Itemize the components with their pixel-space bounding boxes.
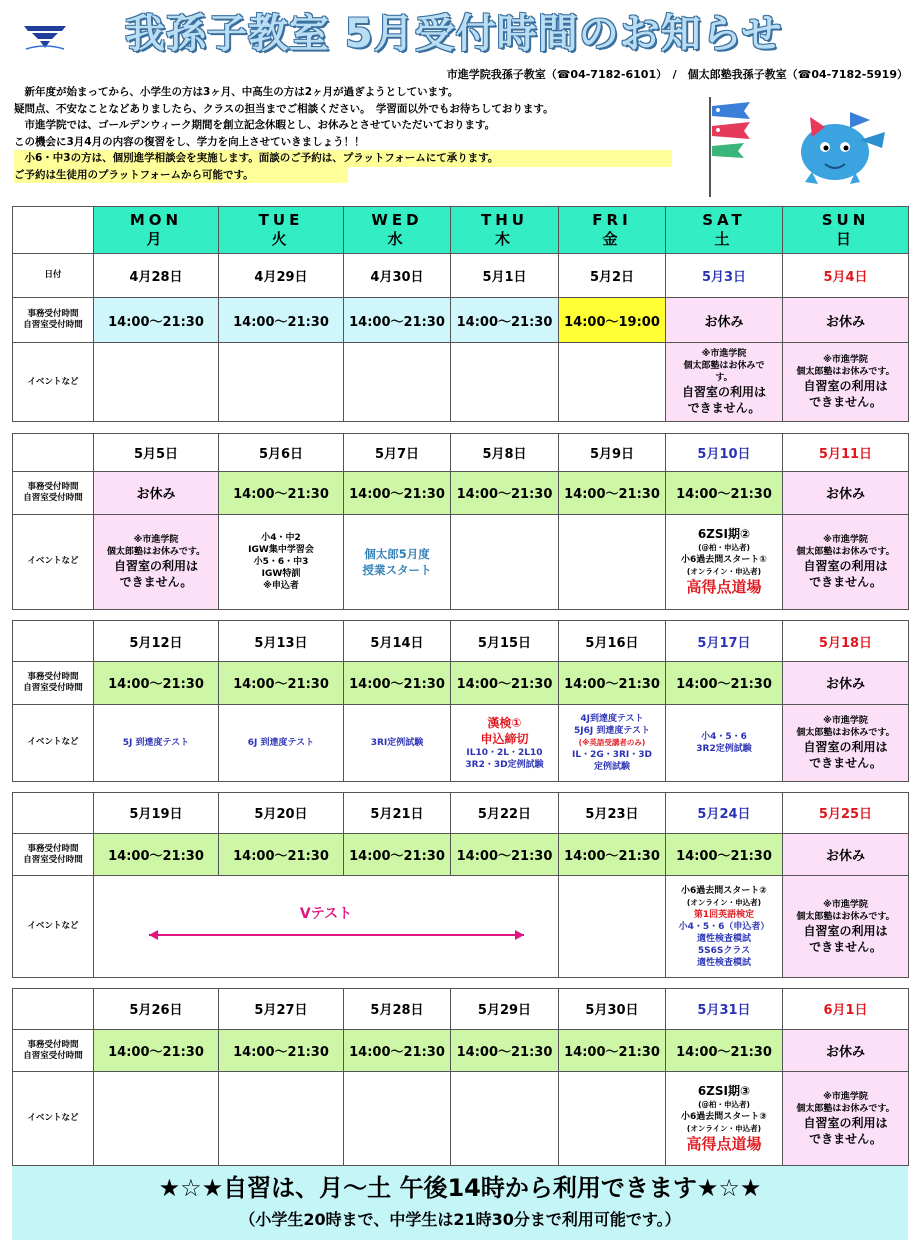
event-5j-test: 5J 到達度テスト xyxy=(94,704,219,781)
hours-cell: 14:00〜21:30 xyxy=(94,662,219,705)
event-row xyxy=(13,343,909,422)
event-4j-test: 4J到達度テスト 5J6J 到達度テスト (※英語受講者のみ) IL・2G・3RI・3D 定例試験 xyxy=(559,704,666,781)
date-cell-sunday: 5月18日 xyxy=(783,621,909,662)
date-cell: 5月13日 xyxy=(219,621,344,662)
row-label-event: イベントなど xyxy=(13,514,94,609)
date-cell: 5月28日 xyxy=(344,989,451,1030)
date-cell: 5月21日 xyxy=(344,793,451,834)
hours-cell: 14:00〜21:30 xyxy=(219,833,344,876)
intro-highlight-line: ご予約は生徒用のプラットフォームから可能です。 xyxy=(14,167,348,184)
footer-notice xyxy=(12,1166,908,1240)
weekday-header-row xyxy=(13,207,909,254)
date-row xyxy=(13,433,909,472)
weekday-mon: MON 月 xyxy=(94,207,219,254)
event-3r2-test: 小4・5・6 3R2定例試験 xyxy=(666,704,783,781)
event-row xyxy=(13,704,909,781)
hours-cell: 14:00〜21:30 xyxy=(451,662,559,705)
weekday-sat: SAT 土 xyxy=(666,207,783,254)
hours-cell: 14:00〜21:30 xyxy=(666,662,783,705)
hours-row xyxy=(13,1029,909,1072)
closed-note: ※市進学院 個太郎塾はお休みです。 自習室の利用は できません。 xyxy=(783,1072,909,1166)
date-cell-saturday: 5月10日 xyxy=(666,433,783,472)
event-eiken: 小6過去問スタート② (オンライン・申込者) 第1回英語検定 小4・5・6（申込者） 適性検査模試 5S6Sクラス 適性検査模試 xyxy=(666,876,783,978)
hours-cell: 14:00〜21:30 xyxy=(666,1029,783,1072)
closed-note: ※市進学院 個太郎塾はお休みです。 自習室の利用は できません。 xyxy=(783,514,909,609)
row-label-hours: 事務受付時間 自習室受付時間 xyxy=(13,472,94,515)
row-label-event: イベントなど xyxy=(13,876,94,978)
date-cell: 5月29日 xyxy=(451,989,559,1030)
row-label-event: イベントなど xyxy=(13,1072,94,1166)
date-cell: 5月8日 xyxy=(451,433,559,472)
intro-text xyxy=(14,84,704,183)
event-igw: 小4・中2 IGW集中学習会 小5・6・中3 IGW特訓 ※申込者 xyxy=(219,514,344,609)
closed-note: ※市進学院 個太郎塾はお休みです。 自習室の利用は できません。 xyxy=(94,514,219,609)
hours-cell: 14:00〜21:30 xyxy=(666,833,783,876)
date-cell-sunday: 6月1日 xyxy=(783,989,909,1030)
vtest-label: Vテスト xyxy=(299,905,353,922)
closed-note: ※市進学院 個太郎塾はお休みです。 自習室の利用は できません。 xyxy=(783,704,909,781)
closed-cell: お休み xyxy=(666,298,783,343)
date-cell-sunday: 5月4日 xyxy=(783,253,909,298)
date-cell: 5月14日 xyxy=(344,621,451,662)
date-row xyxy=(13,253,909,298)
hours-cell: 14:00〜21:30 xyxy=(559,472,666,515)
date-cell: 5月12日 xyxy=(94,621,219,662)
date-cell: 5月7日 xyxy=(344,433,451,472)
date-cell: 5月6日 xyxy=(219,433,344,472)
row-label-event: イベントなど xyxy=(13,343,94,422)
event-row xyxy=(13,876,909,978)
hours-cell: 14:00〜19:00 xyxy=(559,298,666,343)
date-cell: 5月20日 xyxy=(219,793,344,834)
date-cell: 5月9日 xyxy=(559,433,666,472)
intro-line: 市進学院では、ゴールデンウィーク期間を創立記念休暇とし、お休みとさせていただいております。 xyxy=(14,119,496,131)
date-cell: 5月22日 xyxy=(451,793,559,834)
row-label-date: 日付 xyxy=(13,253,94,298)
hours-cell: 14:00〜21:30 xyxy=(559,833,666,876)
weekday-wed: WED 水 xyxy=(344,207,451,254)
vtest-span xyxy=(94,876,559,978)
date-cell: 5月2日 xyxy=(559,253,666,298)
weekday-fri: FRI 金 xyxy=(559,207,666,254)
event-row xyxy=(13,1072,909,1166)
date-cell: 5月23日 xyxy=(559,793,666,834)
intro-highlight-line: 小6・中3の方は、個別進学相談会を実施します。面談のご予約は、プラットフォームにて承ります。 xyxy=(14,150,672,167)
hours-cell: 14:00〜21:30 xyxy=(344,1029,451,1072)
closed-cell: お休み xyxy=(783,833,909,876)
date-cell: 5月26日 xyxy=(94,989,219,1030)
koinobori-illustration-icon xyxy=(700,92,890,202)
date-row xyxy=(13,621,909,662)
event-kotaro-start: 個太郎5月度 授業スタート xyxy=(344,514,451,609)
closed-cell: お休み xyxy=(783,662,909,705)
hours-cell: 14:00〜21:30 xyxy=(451,833,559,876)
hours-row xyxy=(13,298,909,343)
row-label-hours: 事務受付時間 自習室受付時間 xyxy=(13,1029,94,1072)
hours-cell: 14:00〜21:30 xyxy=(94,298,219,343)
date-row xyxy=(13,793,909,834)
closed-cell: お休み xyxy=(783,472,909,515)
date-cell: 5月16日 xyxy=(559,621,666,662)
closed-note: ※市進学院 個太郎塾はお休みです。 自習室の利用は できません。 xyxy=(783,343,909,422)
date-cell: 4月28日 xyxy=(94,253,219,298)
hours-cell: 14:00〜21:30 xyxy=(94,833,219,876)
date-cell-saturday: 5月3日 xyxy=(666,253,783,298)
closed-cell: お休み xyxy=(783,1029,909,1072)
hours-row xyxy=(13,833,909,876)
hours-cell: 14:00〜21:30 xyxy=(559,662,666,705)
hours-cell: 14:00〜21:30 xyxy=(94,1029,219,1072)
closed-cell: お休み xyxy=(94,472,219,515)
hours-cell: 14:00〜21:30 xyxy=(344,298,451,343)
hours-cell: 14:00〜21:30 xyxy=(219,298,344,343)
date-cell: 5月19日 xyxy=(94,793,219,834)
closed-note: ※市進学院 個太郎塾はお休みです。 自習室の利用は できません。 xyxy=(783,876,909,978)
hours-row xyxy=(13,472,909,515)
schedule-table xyxy=(12,206,909,1166)
date-cell-sunday: 5月11日 xyxy=(783,433,909,472)
event-kanken: 漢検① 申込締切 IL10・2L・2L10 3R2・3D定例試験 xyxy=(451,704,559,781)
date-cell: 5月30日 xyxy=(559,989,666,1030)
closed-cell: お休み xyxy=(783,298,909,343)
date-cell: 5月27日 xyxy=(219,989,344,1030)
date-cell: 5月1日 xyxy=(451,253,559,298)
weekday-sun: SUN 日 xyxy=(783,207,909,254)
event-zsi-1: 6ZSI期② (@柏・申込者) 小6過去問スタート① (オンライン・申込者) 高得点道場 xyxy=(666,514,783,609)
row-label-hours: 事務受付時間 自習室受付時間 xyxy=(13,662,94,705)
hours-cell: 14:00〜21:30 xyxy=(451,298,559,343)
event-6j-test: 6J 到達度テスト xyxy=(219,704,344,781)
date-cell-sunday: 5月25日 xyxy=(783,793,909,834)
closed-note: ※市進学院 個太郎塾はお休みで す。 自習室の利用は できません。 xyxy=(666,343,783,422)
footer-line-1: ★☆★自習は、月〜土 午後14時から利用できます★☆★ xyxy=(158,1174,762,1202)
date-cell-saturday: 5月24日 xyxy=(666,793,783,834)
date-row xyxy=(13,989,909,1030)
intro-line: この機会に3月4月の内容の復習をし、学力を向上させていきましょう！！ xyxy=(14,135,365,148)
row-label-hours: 事務受付時間 自習室受付時間 xyxy=(13,298,94,343)
hours-cell: 14:00〜21:30 xyxy=(344,472,451,515)
hours-cell: 14:00〜21:30 xyxy=(451,1029,559,1072)
event-row xyxy=(13,514,909,609)
hours-cell: 14:00〜21:30 xyxy=(219,472,344,515)
contact-info: 市進学院我孫子教室（☎04-7182-6101） / 個太郎塾我孫子教室（☎04-7182-5919） xyxy=(446,68,908,81)
page-title: 我孫子教室 5月受付時間のお知らせ xyxy=(125,11,783,57)
hours-cell: 14:00〜21:30 xyxy=(344,833,451,876)
intro-line: 新年度が始まってから、小学生の方は3ヶ月、中高生の方は2ヶ月が過ぎようとしています。 xyxy=(14,86,459,98)
weekday-thu: THU 木 xyxy=(451,207,559,254)
school-logo-icon xyxy=(22,22,68,52)
intro-line: 疑問点、不安なことなどありましたら、クラスの担当までご相談ください。 学習面以外でもお待ちしております。 xyxy=(14,102,554,115)
row-label-event: イベントなど xyxy=(13,704,94,781)
event-zsi-3: 6ZSI期③ (@柏・申込者) 小6過去問スタート③ (オンライン・申込者) 高得点道場 xyxy=(666,1072,783,1166)
hours-cell: 14:00〜21:30 xyxy=(559,1029,666,1072)
hours-cell: 14:00〜21:30 xyxy=(219,1029,344,1072)
hours-row xyxy=(13,662,909,705)
date-cell: 4月30日 xyxy=(344,253,451,298)
double-arrow-icon xyxy=(94,928,559,942)
hours-cell: 14:00〜21:30 xyxy=(451,472,559,515)
date-cell-saturday: 5月17日 xyxy=(666,621,783,662)
date-cell: 4月29日 xyxy=(219,253,344,298)
row-label-hours: 事務受付時間 自習室受付時間 xyxy=(13,833,94,876)
date-cell-saturday: 5月31日 xyxy=(666,989,783,1030)
weekday-tue: TUE 火 xyxy=(219,207,344,254)
footer-line-2: （小学生20時まで、中学生は21時30分まで利用可能です。） xyxy=(239,1210,681,1229)
hours-cell: 14:00〜21:30 xyxy=(219,662,344,705)
date-cell: 5月15日 xyxy=(451,621,559,662)
date-cell: 5月5日 xyxy=(94,433,219,472)
hours-cell: 14:00〜21:30 xyxy=(666,472,783,515)
event-3ri-test: 3RI定例試験 xyxy=(344,704,451,781)
hours-cell: 14:00〜21:30 xyxy=(344,662,451,705)
